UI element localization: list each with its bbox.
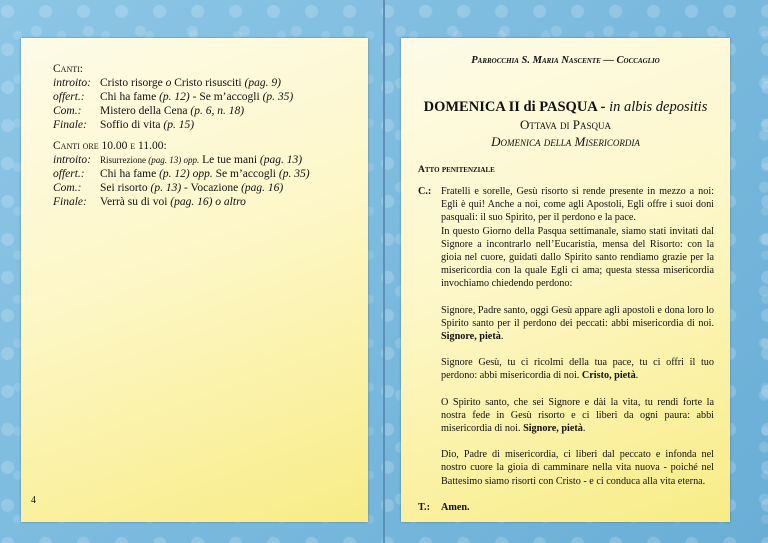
canti-value — [100, 153, 302, 167]
celebrant-text — [441, 185, 714, 488]
canti-ore-time2: 11.00: — [135, 140, 167, 152]
canti-value-part: Soffio di vita — [100, 119, 164, 131]
canti-label: Finale: — [53, 119, 87, 131]
subtitle: Ottava di Pasqua — [519, 117, 612, 132]
canti-value-part: (p. 12) — [159, 91, 190, 103]
canti-value-part: (pag. 16) — [241, 182, 284, 194]
title-block — [401, 98, 730, 150]
invocation-end: . — [582, 423, 586, 435]
people-entry — [418, 501, 714, 514]
final-prayer: Dio, Padre di misericordia, ci liberi dal peccato e infonda nel nostro cuore la gioia di camminare nella vita nuova - poiché nel Battesimo siamo risorti con Cristo - e ci conduca alla vita eterna. — [441, 449, 714, 487]
canti-value — [100, 118, 194, 132]
canti-value — [100, 104, 244, 118]
intro-paragraph-2: In questo Giorno della Pasqua settimanale, siamo stati invitati dal Signore a incontrarlo nell’Eucaristia, mensa del Risorto: con la gioia nel cuore, guidati dallo Spirito santo rendiamo grazie per la misericordia con la quale Egli ci ama; questa stessa misericordia invochiamo chiedendo perdono: — [441, 225, 714, 290]
canti-value-part: (p. 12) opp. — [159, 168, 213, 180]
left-page — [21, 38, 368, 522]
canti-value-part: (pag. 9) — [244, 77, 281, 89]
canti-row — [53, 153, 310, 167]
canti-value-part: Cristo risorge — [100, 77, 166, 89]
canti-ore-e: e — [130, 140, 136, 152]
parish-header: Parrocchia S. Maria Nascente — Coccaglio — [471, 55, 660, 66]
canti-ore-label: Canti ore — [53, 140, 99, 152]
right-page — [401, 38, 730, 522]
canti-value-part: (pag. 13) — [259, 154, 303, 166]
canti-value-part: Chi ha fame — [100, 91, 160, 103]
prayer-body — [418, 185, 714, 514]
canti-value-part: (p. 35) — [278, 168, 310, 180]
canti-label: offert.: — [53, 91, 85, 103]
invocation-text: O Spirito santo, che sei Signore e dài la vita, tu rendi forte la nostra fede in Gesù risorto e ci liberi da ogni paura: abbi misericordia di noi. — [441, 396, 714, 435]
canti-row — [53, 104, 293, 118]
canti-label: introito: — [53, 154, 91, 166]
section-heading: Atto penitenziale — [418, 165, 495, 175]
canti-value-part: (p. 15) — [163, 119, 195, 131]
canti-value — [100, 167, 310, 181]
canti-value-part: Se m’accogli — [212, 168, 279, 180]
canti-ore-header — [53, 139, 310, 153]
canti-value-part: (pag. 13) opp. — [148, 155, 200, 165]
celebrant-label: C.: — [418, 186, 432, 197]
invocation-text: Signore, Padre santo, oggi Gesù appare agli apostoli e dona loro lo Spirito santo per il perdono dei peccati: abbi misericordia di noi. — [441, 304, 714, 329]
canti-value-part: - Vocazione — [181, 182, 242, 194]
celebrant-entry — [418, 185, 714, 488]
canti-label: introito: — [53, 77, 91, 89]
invocation-response: Cristo, pietà — [581, 370, 636, 382]
canti-value-part: Le tue mani — [199, 154, 260, 166]
canti-value-part: (pag. 16) o altro — [170, 196, 246, 208]
invocation-text: Signore Gesù, tu ci ricolmi della tua pace, tu ci offri il tuo perdono: abbi misericordia di noi. — [441, 357, 714, 382]
canti-value — [100, 90, 293, 104]
canti-value — [100, 181, 283, 195]
canti-block-2 — [53, 139, 310, 209]
invocation — [441, 396, 714, 436]
people-label: T.: — [418, 501, 430, 513]
page-title — [401, 98, 730, 116]
invocation — [441, 356, 714, 382]
canti-row — [53, 90, 293, 104]
canti-value-part: o — [165, 77, 172, 89]
page-number: 4 — [31, 495, 36, 506]
canti-value-part: Chi ha fame — [100, 168, 160, 180]
canti-value-part: Cristo risusciti — [171, 77, 245, 89]
canti-row — [53, 167, 310, 181]
invocation-end: . — [500, 331, 504, 343]
canti-row — [53, 118, 293, 132]
canti-ore-time1: 10.00 — [98, 140, 131, 152]
canti-value-part: - Se m’accogli — [189, 91, 263, 103]
intro-paragraph-1: Fratelli e sorelle, Gesù risorto si rende presente in mezzo a noi: Egli è qui! Anche a noi, come agli Apostoli, Egli offre i suoi doni pasquali: il suo Spirito, per il perdono e la pace. — [441, 186, 714, 224]
canti-value-part: (p. 6, n. 18) — [190, 105, 245, 117]
subtitle-2: Domenica della Misericordia — [491, 134, 640, 149]
canti-header: Canti: — [53, 63, 83, 75]
invocation-end: . — [635, 370, 639, 382]
canti-label: offert.: — [53, 168, 85, 180]
invocation-response: Signore, pietà — [441, 331, 501, 343]
page-divider — [383, 0, 385, 543]
canti-block-1 — [53, 62, 293, 132]
canti-value-part: Mistero della Cena — [100, 105, 191, 117]
canti-row — [53, 76, 293, 90]
canti-row — [53, 195, 310, 209]
canti-value — [100, 76, 281, 90]
canti-label: Com.: — [53, 105, 82, 117]
canti-value-part: Risurrezione — [100, 155, 149, 165]
amen-text: Amen. — [441, 501, 470, 513]
canti-label: Finale: — [53, 196, 87, 208]
canti-value-part: Verrà su di voi — [100, 196, 171, 208]
invocation-response: Signore, pietà — [523, 423, 583, 435]
title-main: DOMENICA II di PASQUA - — [423, 99, 610, 115]
canti-value-part: (p. 35) — [262, 91, 294, 103]
canti-value-part: (p. 13) — [150, 182, 182, 194]
canti-value-part: Sei risorto — [100, 182, 151, 194]
canti-row — [53, 181, 310, 195]
invocation — [441, 304, 714, 344]
title-italic: in albis depositis — [609, 99, 708, 115]
canti-label: Com.: — [53, 182, 82, 194]
canti-value — [100, 195, 246, 209]
